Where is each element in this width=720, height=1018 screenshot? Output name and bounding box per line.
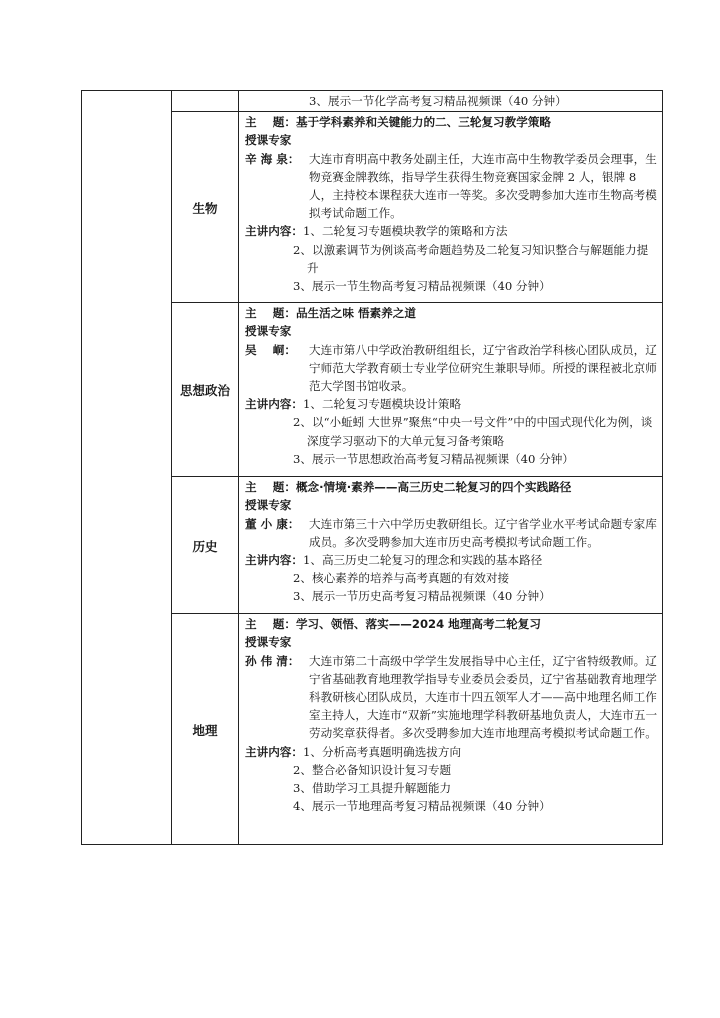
expert-name: 吴 峒：: [245, 342, 296, 357]
expert-name: 辛 海 泉：: [245, 151, 300, 166]
expert-label: 授课专家: [245, 635, 292, 650]
list-item: 3、展示一节化学高考复习精品视频课（40 分钟）: [309, 94, 567, 108]
content-item: 1、高三历史二轮复习的理念和实践的基本路径: [302, 553, 543, 568]
expert-row: [245, 652, 658, 743]
schedule-table: [81, 90, 663, 845]
topic-text: 学习、领悟、落实——2024 地理高考二轮复习: [295, 617, 541, 632]
content-cell-politics: [239, 303, 663, 477]
content-label: 主讲内容：: [245, 397, 303, 412]
content-row: [245, 395, 658, 413]
expert-label: 授课专家: [245, 324, 292, 339]
expert-row: [245, 150, 658, 223]
expert-bio: 大连市第二十高级中学学生发展指导中心主任，辽宁省特级教师。辽宁省基础教育地理教学指导专业委员会委员，辽宁省基础教育地理学科教研核心团队成员，大连市十四五领军人才——高中地理名师工作室主持人，大连市“双新”实施地理学科教研基地负责人，大连市五一劳动奖章获得者。多次受聘参加大连市地理高考模拟考试命题工作。: [309, 653, 658, 741]
table-row-previous: [82, 91, 663, 112]
list-item: 2、整合必备知识设计复习专题: [293, 762, 452, 777]
expert-name: 董 小 康：: [245, 516, 300, 531]
category-cell: [82, 91, 172, 845]
list-item: 2、以激素调节为例谈高考命题趋势及二轮复习知识整合与解题能力提升: [293, 242, 649, 275]
subject-cell-empty: [172, 91, 239, 112]
topic-row: [245, 615, 658, 633]
expert-label: 授课专家: [245, 133, 292, 148]
content-label: 主讲内容：: [245, 744, 303, 759]
list-item: 2、核心素养的培养与高考真题的有效对接: [293, 571, 510, 586]
content-cell-biology: [239, 112, 663, 303]
subject-name: 地理: [192, 722, 218, 738]
content-cell-history: [239, 477, 663, 614]
subject-cell-biology: [172, 112, 239, 303]
topic-row: [245, 478, 658, 496]
expert-name: 孙 伟 清：: [245, 653, 300, 668]
list-item: 3、展示一节生物高考复习精品视频课（40 分钟）: [293, 279, 551, 294]
content-item: 1、二轮复习专题模块教学的策略和方法: [302, 224, 508, 239]
expert-label: 授课专家: [245, 498, 292, 513]
list-item: 2、以“小蚯蚓 大世界”聚焦“中央一号文件”中的中国式现代化为例，谈深度学习驱动下的大单元复习备考策略: [293, 415, 653, 448]
topic-label: 主 题：: [245, 115, 296, 130]
content-label: 主讲内容：: [245, 553, 303, 568]
expert-row: [245, 341, 658, 396]
content-row: [245, 551, 658, 569]
content-row: [245, 743, 658, 761]
topic-label: 主 题：: [245, 617, 296, 632]
list-item: 3、展示一节历史高考复习精品视频课（40 分钟）: [293, 589, 551, 604]
subject-name: 生物: [192, 200, 218, 216]
subject-name: 历史: [192, 538, 218, 554]
subject-cell-geography: [172, 614, 239, 845]
topic-text: 概念·情境·素养——高三历史二轮复习的四个实践路径: [295, 480, 572, 495]
subject-name: 思想政治: [179, 383, 230, 399]
expert-bio: 大连市第三十六中学历史教研组长。辽宁省学业水平考试命题专家库成员。多次受聘参加大连市历史高考模拟考试命题工作。: [309, 516, 657, 549]
list-item: 3、展示一节思想政治高考复习精品视频课（40 分钟）: [293, 451, 574, 466]
subject-cell-politics: [172, 303, 239, 477]
expert-row: [245, 515, 658, 551]
expert-bio: 大连市第八中学政治教研组组长，辽宁省政治学科核心团队成员，辽宁师范大学教育硕士专业学位研究生兼职导师。所授的课程被北京师范大学图书馆收录。: [309, 342, 657, 394]
topic-text: 基于学科素养和关键能力的二、三轮复习教学策略: [295, 115, 552, 130]
list-item: 3、借助学习工具提升解题能力: [293, 781, 452, 796]
topic-label: 主 题：: [245, 480, 296, 495]
list-item: 4、展示一节地理高考复习精品视频课（40 分钟）: [293, 799, 551, 814]
content-row: [245, 222, 658, 240]
expert-bio: 大连市育明高中教务处副主任，大连市高中生物教学委员会理事，生物竞赛金牌教练，指导学生获得生物竞赛国家金牌 2 人，银牌 8 人，主持校本课程获大连市一等奖。多次受聘参加大连市生物高考模拟考试命题工作。: [309, 151, 657, 221]
topic-row: [245, 113, 658, 131]
content-cell-previous: [239, 91, 663, 112]
topic-label: 主 题：: [245, 306, 296, 321]
content-label: 主讲内容：: [245, 224, 303, 239]
content-cell-geography: [239, 614, 663, 845]
content-item: 1、二轮复习专题模块设计策略: [302, 397, 462, 412]
subject-cell-history: [172, 477, 239, 614]
topic-text: 品生活之味 悟素养之道: [295, 306, 416, 321]
topic-row: [245, 304, 658, 322]
content-item: 1、分析高考真题明确选拔方向: [302, 744, 462, 759]
